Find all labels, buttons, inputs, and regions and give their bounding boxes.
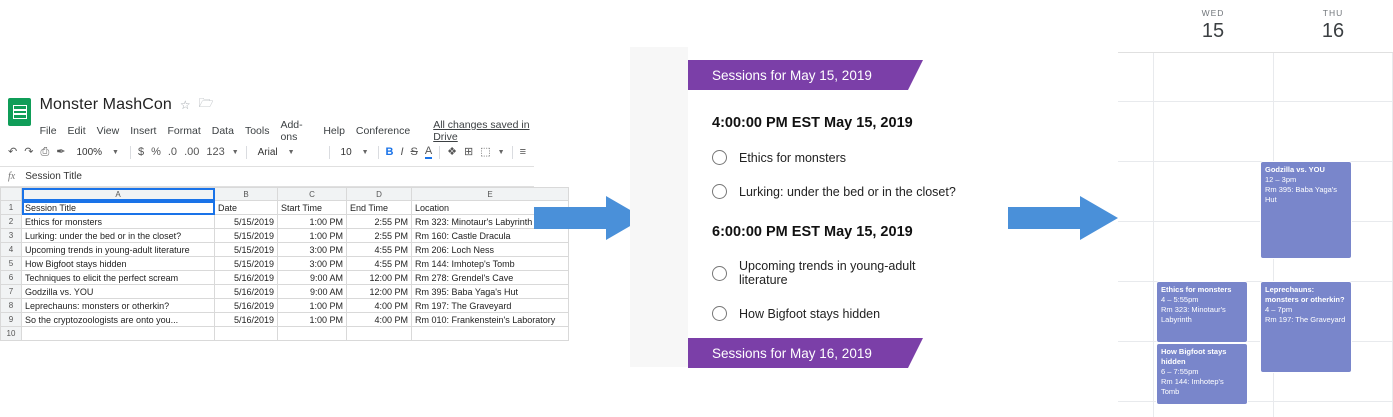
column-header-e[interactable]: E (412, 188, 569, 201)
cell-d10[interactable] (347, 327, 412, 341)
cell-e4[interactable]: Rm 206: Loch Ness (412, 243, 569, 257)
cell-e8[interactable]: Rm 197: The Graveyard (412, 299, 569, 313)
sheets-logo-icon (8, 98, 31, 126)
calendar-time-gutter (1118, 53, 1154, 417)
session-time-heading-1: 4:00:00 PM EST May 15, 2019 (712, 115, 913, 131)
decrease-decimal-button[interactable]: .0 (167, 145, 178, 158)
cell-c7[interactable]: 9:00 AM (278, 285, 347, 299)
star-icon[interactable]: ☆ (179, 97, 191, 112)
event-title: Godzilla vs. YOU (1265, 165, 1325, 174)
session-title: How Bigfoot stays hidden (739, 306, 881, 321)
document-title-row (40, 94, 534, 115)
calendar-header (1118, 0, 1393, 53)
row-number[interactable]: 5 (1, 257, 22, 271)
sessions-banner-may-16 (688, 338, 908, 368)
cell-d1[interactable]: End Time (347, 201, 412, 215)
table-row[interactable] (1, 257, 569, 271)
borders-icon[interactable]: ⊞ (464, 145, 474, 158)
flow-arrow-2 (1008, 196, 1118, 240)
row-number[interactable]: 1 (1, 201, 22, 215)
zoom-selector[interactable] (72, 145, 123, 160)
folder-icon[interactable]: 🗁 (198, 96, 214, 110)
row-number[interactable]: 10 (1, 327, 22, 341)
number-format-button[interactable]: 123 (206, 145, 225, 158)
table-row[interactable] (1, 285, 569, 299)
session-title: Ethics for monsters (739, 150, 846, 165)
table-row[interactable] (1, 327, 569, 341)
cell-a5[interactable]: How Bigfoot stays hidden (22, 257, 215, 271)
event-time: 12 – 3pm (1265, 174, 1297, 184)
table-row[interactable] (1, 215, 569, 229)
list-item[interactable] (712, 150, 960, 165)
redo-icon[interactable]: ↷ (24, 145, 34, 158)
font-selector[interactable] (254, 145, 322, 160)
cell-b4[interactable]: 5/15/2019 (215, 243, 278, 257)
document-page (688, 47, 960, 367)
cell-d6[interactable]: 12:00 PM (347, 271, 412, 285)
menu-item-tools[interactable]: Tools (244, 125, 270, 137)
cell-a6[interactable]: Techniques to elicit the perfect scream (22, 271, 215, 285)
event-time: 4 – 7pm (1265, 304, 1293, 314)
event-time: 4 – 5:55pm (1161, 294, 1199, 304)
cell-a7[interactable]: Godzilla vs. YOU (22, 285, 215, 299)
row-number[interactable]: 4 (1, 243, 22, 257)
calendar-hour-line (1118, 101, 1393, 102)
calendar-day-header-wed[interactable] (1153, 0, 1273, 52)
row-number[interactable]: 2 (1, 215, 22, 229)
cell-e7[interactable]: Rm 395: Baba Yaga's Hut (412, 285, 569, 299)
strikethrough-button[interactable]: S (410, 145, 418, 158)
row-number[interactable]: 3 (1, 229, 22, 243)
table-row[interactable] (1, 313, 569, 327)
cell-b1[interactable]: Date (215, 201, 278, 215)
align-icon[interactable]: ≡ (519, 145, 526, 158)
merge-chevron-icon[interactable]: ▼ (497, 148, 505, 156)
cell-e9[interactable]: Rm 010: Frankenstein's Laboratory (412, 313, 569, 327)
cell-b5[interactable]: 5/15/2019 (215, 257, 278, 271)
sheets-titlebar (0, 88, 534, 143)
cell-a2[interactable]: Ethics for monsters (22, 215, 215, 229)
undo-icon[interactable]: ↶ (8, 145, 18, 158)
cell-d4[interactable]: 4:55 PM (347, 243, 412, 257)
toolbar-divider (130, 146, 131, 159)
table-row[interactable] (1, 229, 569, 243)
spreadsheet-grid[interactable] (0, 187, 569, 341)
google-calendar-panel (1118, 0, 1393, 417)
font-size-selector[interactable] (337, 145, 371, 160)
column-header-d[interactable]: D (347, 188, 412, 201)
cell-d8[interactable]: 4:00 PM (347, 299, 412, 313)
cell-a1[interactable]: Session Title (22, 201, 215, 215)
cell-c8[interactable]: 1:00 PM (278, 299, 347, 313)
italic-button[interactable]: I (400, 145, 404, 158)
table-row[interactable] (1, 243, 569, 257)
radio-icon[interactable] (712, 266, 727, 281)
event-location: Rm 395: Baba Yaga's Hut (1265, 184, 1338, 204)
menu-bar (40, 119, 534, 143)
event-location: Rm 323: Minotaur's Labyrinth (1161, 304, 1226, 324)
flow-arrow-1 (534, 196, 644, 240)
session-title: Upcoming trends in young-adult literature (739, 259, 916, 287)
cell-d7[interactable]: 12:00 PM (347, 285, 412, 299)
event-title: Ethics for monsters (1161, 285, 1232, 294)
cell-b6[interactable]: 5/16/2019 (215, 271, 278, 285)
menu-item-edit[interactable]: Edit (67, 125, 86, 137)
list-item[interactable] (712, 184, 960, 199)
day-of-week-label: WED (1201, 8, 1225, 18)
column-header-b[interactable]: B (215, 188, 278, 201)
sessions-document-panel (630, 47, 960, 367)
row-number[interactable]: 6 (1, 271, 22, 285)
font-value: Arial (257, 146, 278, 158)
cell-d3[interactable]: 2:55 PM (347, 229, 412, 243)
event-time: 6 – 7:55pm (1161, 366, 1199, 376)
day-number-label: 16 (1321, 20, 1345, 42)
row-number[interactable]: 9 (1, 313, 22, 327)
cell-a8[interactable]: Leprechauns: monsters or otherkin? (22, 299, 215, 313)
cell-b8[interactable]: 5/16/2019 (215, 299, 278, 313)
fill-color-icon[interactable]: ❖ (447, 145, 458, 158)
cell-d2[interactable]: 2:55 PM (347, 215, 412, 229)
table-row[interactable] (1, 299, 569, 313)
print-icon[interactable]: ⎙ (40, 145, 50, 158)
currency-format-button[interactable]: $ (137, 145, 145, 158)
menu-item-format[interactable]: Format (167, 125, 201, 137)
toolbar-divider-6 (512, 146, 513, 159)
cell-c6[interactable]: 9:00 AM (278, 271, 347, 285)
table-row[interactable] (1, 201, 569, 215)
calendar-event[interactable] (1260, 281, 1352, 373)
radio-icon[interactable] (712, 184, 727, 199)
cell-c1[interactable]: Start Time (278, 201, 347, 215)
toolbar-divider-5 (439, 146, 440, 159)
corner-cell[interactable] (1, 188, 22, 201)
menu-item-insert[interactable]: Insert (130, 125, 157, 137)
calendar-event[interactable] (1260, 161, 1352, 259)
cell-a10[interactable] (22, 327, 215, 341)
page-title[interactable]: Monster MashCon (39, 95, 172, 113)
column-header-c[interactable]: C (278, 188, 347, 201)
column-header-a[interactable]: A (22, 188, 215, 201)
event-location: Rm 197: The Graveyard (1265, 314, 1346, 324)
menu-item-data[interactable]: Data (211, 125, 234, 137)
menu-item-help[interactable]: Help (323, 125, 345, 137)
text-color-button[interactable]: A (424, 144, 433, 157)
merge-cells-icon[interactable]: ⬚ (480, 145, 491, 158)
sessions-banner-may-15 (688, 60, 908, 90)
day-of-week-label: THU (1322, 8, 1344, 18)
calendar-body[interactable] (1118, 53, 1393, 417)
list-item[interactable] (712, 259, 960, 287)
cell-c4[interactable]: 3:00 PM (278, 243, 347, 257)
cell-e6[interactable]: Rm 278: Grendel's Cave (412, 271, 569, 285)
calendar-event[interactable] (1156, 281, 1248, 343)
column-header-row (1, 188, 569, 201)
formula-input[interactable]: Session Title (25, 171, 82, 182)
cell-c3[interactable]: 1:00 PM (278, 229, 347, 243)
banner-label: Sessions for May 16, 2019 (712, 345, 872, 361)
menu-item-conference[interactable]: Conference (355, 125, 411, 137)
cell-e2[interactable]: Rm 323: Minotaur's Labyrinth (412, 215, 569, 229)
cell-b9[interactable]: 5/16/2019 (215, 313, 278, 327)
radio-icon[interactable] (712, 306, 727, 321)
event-title: Leprechauns: monsters or otherkin? (1265, 285, 1345, 304)
toolbar-divider-2 (246, 146, 247, 159)
cell-a9[interactable]: So the cryptozoologists are onto you... (22, 313, 215, 327)
banner-label: Sessions for May 15, 2019 (712, 67, 872, 83)
cell-e3[interactable]: Rm 160: Castle Dracula (412, 229, 569, 243)
session-title: Lurking: under the bed or in the closet? (739, 184, 956, 199)
cell-c10[interactable] (278, 327, 347, 341)
cell-d5[interactable]: 4:55 PM (347, 257, 412, 271)
event-location: Rm 144: Imhotep's Tomb (1161, 376, 1224, 396)
chevron-down-icon-size: ▼ (361, 148, 369, 156)
radio-icon[interactable] (712, 150, 727, 165)
session-time-heading-2: 6:00:00 PM EST May 15, 2019 (712, 224, 913, 240)
cell-e10[interactable] (412, 327, 569, 341)
menu-item-view[interactable]: View (96, 125, 120, 137)
calendar-day-header-thu[interactable] (1273, 0, 1393, 52)
paint-format-icon[interactable]: ✒ (56, 145, 66, 158)
cell-e1[interactable]: Location (412, 201, 569, 215)
calendar-time-gutter-header (1118, 0, 1153, 52)
calendar-event[interactable] (1156, 343, 1248, 405)
percent-format-button[interactable]: % (151, 145, 161, 158)
formula-bar[interactable] (0, 166, 534, 187)
toolbar-divider-3 (329, 146, 330, 159)
chevron-down-icon-font: ▼ (287, 148, 295, 156)
menu-item-file[interactable]: File (39, 125, 57, 137)
cell-d9[interactable]: 4:00 PM (347, 313, 412, 327)
day-number-label: 15 (1201, 20, 1225, 42)
row-number[interactable]: 7 (1, 285, 22, 299)
list-item[interactable] (712, 306, 960, 321)
font-size-value: 10 (340, 146, 352, 158)
cell-c5[interactable]: 3:00 PM (278, 257, 347, 271)
table-row[interactable] (1, 271, 569, 285)
cell-e5[interactable]: Rm 144: Imhotep's Tomb (412, 257, 569, 271)
row-number[interactable]: 8 (1, 299, 22, 313)
bold-button[interactable]: B (385, 145, 394, 158)
increase-decimal-button[interactable]: .00 (184, 145, 200, 158)
cell-a4[interactable]: Upcoming trends in young-adult literature (22, 243, 215, 257)
cell-b3[interactable]: 5/15/2019 (215, 229, 278, 243)
cell-a3[interactable]: Lurking: under the bed or in the closet? (22, 229, 215, 243)
cell-b2[interactable]: 5/15/2019 (215, 215, 278, 229)
toolbar-divider-4 (378, 146, 379, 159)
cell-b10[interactable] (215, 327, 278, 341)
save-status[interactable]: All changes saved in Drive (433, 119, 530, 143)
chevron-down-icon: ▼ (112, 148, 119, 156)
formula-fx-icon: fx (8, 171, 16, 182)
event-title: How Bigfoot stays hidden (1161, 347, 1227, 366)
cell-b7[interactable]: 5/16/2019 (215, 285, 278, 299)
cell-c2[interactable]: 1:00 PM (278, 215, 347, 229)
zoom-value: 100% (76, 146, 103, 158)
google-sheets-panel (0, 88, 556, 338)
menu-item-addons[interactable]: Add-ons (280, 119, 303, 143)
cell-c9[interactable]: 1:00 PM (278, 313, 347, 327)
number-format-chevron-icon[interactable]: ▼ (231, 148, 239, 156)
